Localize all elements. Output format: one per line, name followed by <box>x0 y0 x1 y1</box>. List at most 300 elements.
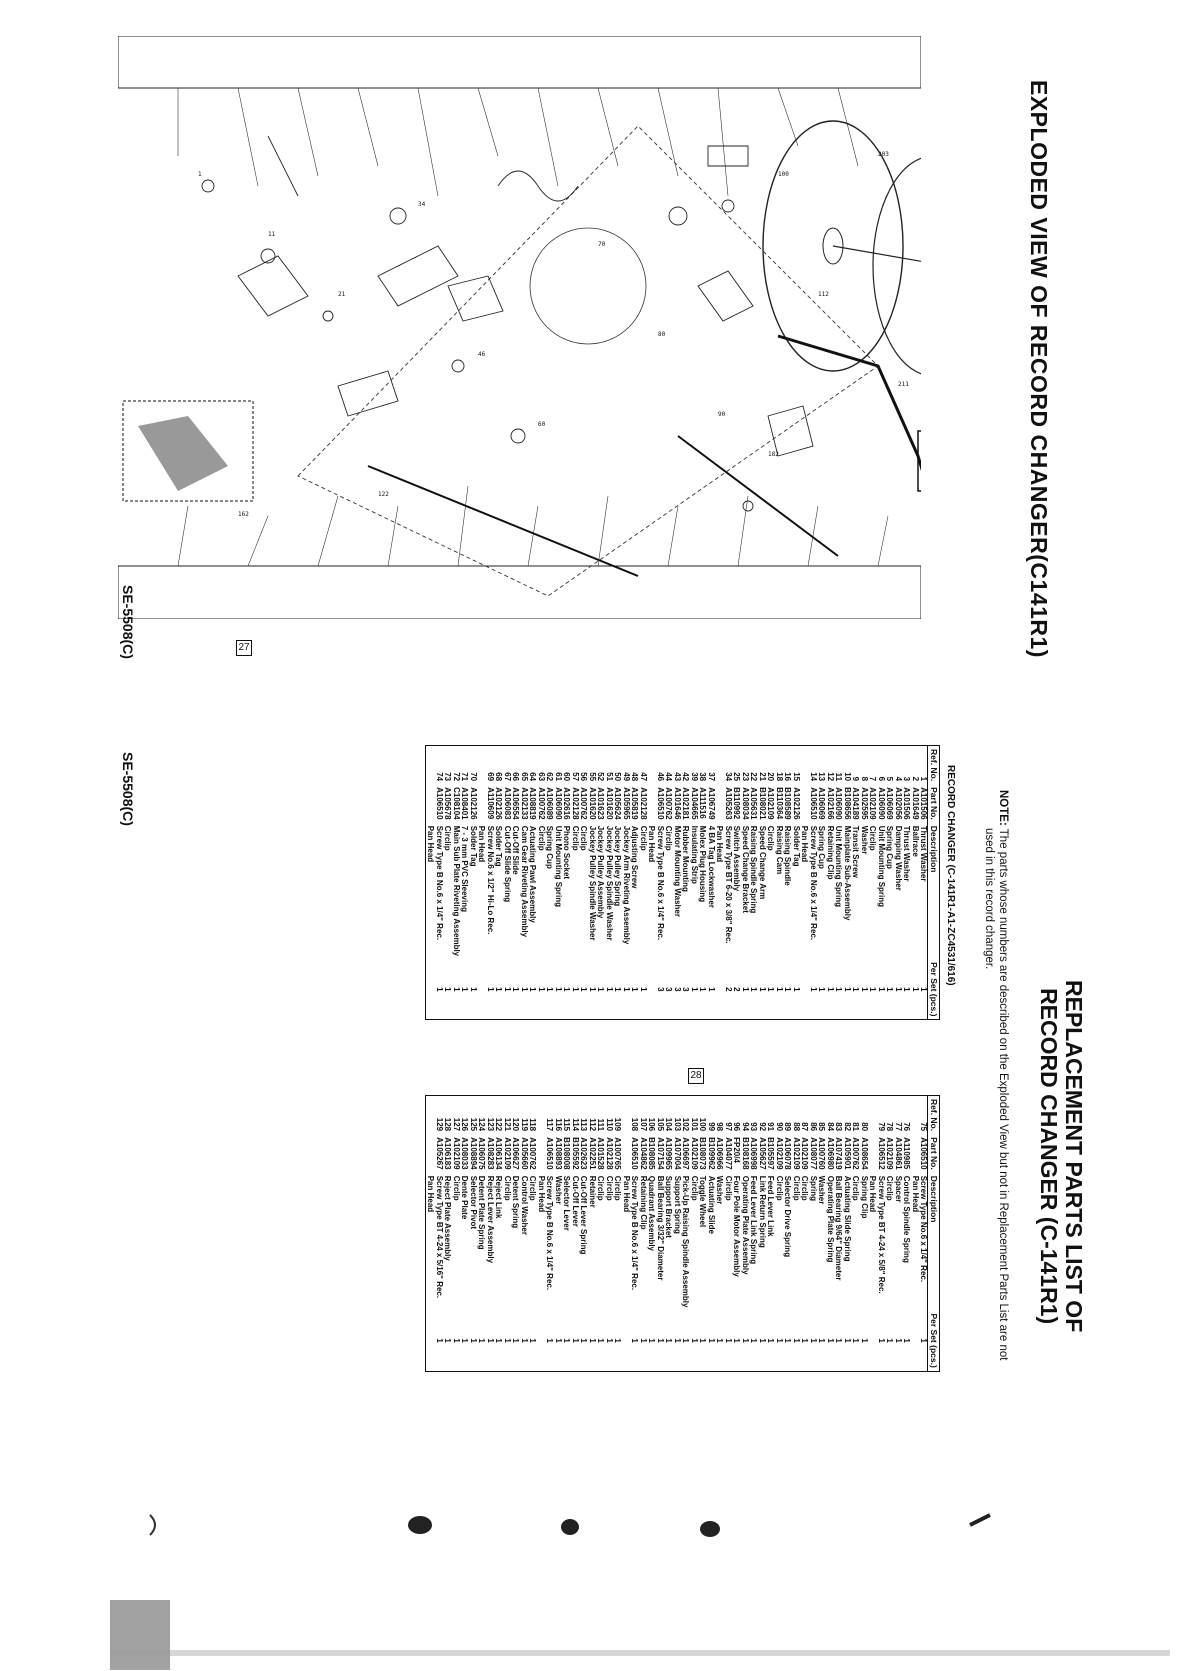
part-no-cell: A101620 <box>588 787 597 820</box>
table-row <box>443 1096 452 1371</box>
description-cell: Washer <box>554 1175 563 1205</box>
table-row <box>622 746 631 1019</box>
ref-cell: 57 <box>571 772 580 782</box>
ref-cell: 52 <box>596 772 606 782</box>
description-cell: 7 - 3 mm PVC Sleeving <box>460 825 470 912</box>
description-cell: Circlip <box>605 1175 614 1201</box>
part-no-cell: A102166 <box>826 787 835 820</box>
part-no-cell: B108085 <box>647 1137 657 1170</box>
description-cell: Mainplate Sub-Assembly <box>843 825 852 921</box>
description-cell: Cut-Off Lever Spring <box>579 1175 589 1255</box>
description-cell: Control Washer <box>520 1175 529 1235</box>
per-set-cell: 3 <box>681 987 691 992</box>
per-set-cell: 1 <box>843 1338 852 1343</box>
per-set-cell <box>426 1310 435 1370</box>
table-row <box>885 1096 894 1371</box>
description-cell: Cut-Off Lever <box>571 1175 580 1227</box>
description-cell: Cam Gear Riveting Assembly <box>520 825 529 938</box>
description-cell: Circlip <box>690 1175 699 1201</box>
table-row <box>494 746 503 1019</box>
description-cell: Ball Bearing 9/64" Diameter <box>834 1175 844 1281</box>
ref-cell: 21 <box>758 772 767 782</box>
description-cell: Pan Head <box>426 1175 436 1213</box>
per-set-cell <box>622 1310 631 1370</box>
table-row <box>579 1096 588 1371</box>
description-cell: Feed Lever Link <box>766 1175 776 1237</box>
part-no-cell: A102109 <box>800 1137 810 1170</box>
description-cell: Spring Cup <box>885 825 895 869</box>
table-row <box>647 1096 656 1371</box>
per-set-cell: 1 <box>792 987 801 992</box>
per-set-cell: 1 <box>443 1338 453 1343</box>
description-cell: Screw Type B No.6 x 1/4" Rec. <box>435 825 444 941</box>
part-no-cell: A104665 <box>690 787 699 820</box>
description-cell: Screw Type B No.6 x 1/4" Rec. <box>545 1175 555 1291</box>
part-no-cell: A104861 <box>894 1137 903 1170</box>
page-number-27: 27 <box>236 640 252 656</box>
table-row <box>732 1096 741 1371</box>
table-row <box>860 746 869 1019</box>
table-row <box>486 746 495 1019</box>
ref-cell: 88 <box>792 1122 801 1132</box>
table-row <box>707 746 716 1019</box>
ref-cell: 89 <box>783 1122 793 1132</box>
description-cell: Detent Spring <box>511 1175 521 1229</box>
col-description: Description <box>928 1173 939 1311</box>
ref-cell: 79 <box>877 1122 886 1132</box>
description-cell: Jockey Pulley Spindle Washer <box>588 825 597 941</box>
part-no-cell: A105678 <box>443 787 453 820</box>
part-no-cell: A101620 <box>605 787 614 820</box>
scan-binding-marks <box>110 1495 1170 1671</box>
table-row <box>537 1096 546 1371</box>
description-cell: Jockey Pulley Spring <box>613 825 623 907</box>
ref-cell: 47 <box>639 772 648 782</box>
parts-table-left <box>425 745 940 1020</box>
part-no-cell: A100762 <box>528 1137 538 1170</box>
ref-cell: 81 <box>851 1122 861 1132</box>
description-cell: Circlip <box>792 1175 801 1201</box>
ref-cell <box>622 1096 631 1134</box>
table-row <box>826 746 835 1019</box>
part-no-cell <box>622 1134 631 1173</box>
table-row <box>681 1096 690 1371</box>
per-set-cell: 1 <box>826 987 835 992</box>
description-cell: Circlip <box>571 825 580 851</box>
per-set-cell: 1 <box>588 1338 597 1343</box>
note-text-line1: The parts whose numbers are described on the Exploded View but not in Replacement Parts List are not <box>997 828 1009 1361</box>
description-cell: Transit Screw <box>851 825 861 878</box>
callout-1: 1 <box>198 171 202 178</box>
callout-65: 70 <box>598 241 606 248</box>
ref-cell: 14 <box>809 772 818 782</box>
table-row <box>698 746 707 1019</box>
table-row <box>843 1096 852 1371</box>
tone-arm <box>778 336 921 506</box>
ref-cell: 99 <box>707 1122 716 1132</box>
doc-code-left: SE-5508(C) <box>120 585 136 659</box>
part-no-cell: A106697 <box>681 1137 691 1170</box>
ref-cell: 73 <box>443 772 453 782</box>
callout-21: 21 <box>338 291 346 298</box>
ref-cell: 13 <box>817 772 827 782</box>
page-number-28: 28 <box>688 1068 704 1084</box>
description-cell: Raising Spindle Spring <box>749 825 759 914</box>
part-no-cell: A102109 <box>868 787 878 820</box>
ref-cell: 84 <box>826 1122 835 1132</box>
ref-cell: 60 <box>562 772 572 782</box>
table-row <box>826 1096 835 1371</box>
description-cell: Circlip <box>851 1175 861 1201</box>
part-no-cell: A106980 <box>826 1137 835 1170</box>
description-cell: Circlip <box>868 825 878 851</box>
platter-mat <box>873 156 921 376</box>
part-no-cell: A106090 <box>877 787 886 820</box>
description-cell: Washer <box>817 1175 827 1205</box>
description-cell: Pan Head <box>426 825 436 863</box>
ref-cell: 67 <box>503 772 512 782</box>
per-set-cell: 1 <box>749 1338 759 1343</box>
description-cell: Circlip <box>800 1175 810 1201</box>
table-row <box>673 1096 682 1371</box>
per-set-cell: 1 <box>894 987 903 992</box>
per-set-cell: 1 <box>613 987 623 992</box>
description-cell: Unit Mounting Spring <box>877 825 886 908</box>
table-row <box>885 746 894 1019</box>
col-ref: Ref. No. <box>928 1096 939 1134</box>
description-cell: Reject Lever Assembly <box>486 1175 495 1264</box>
callout-115: 122 <box>378 491 389 498</box>
table-row <box>554 1096 563 1371</box>
table-row <box>503 746 512 1019</box>
ref-cell: 42 <box>681 772 691 782</box>
description-cell: Circlip <box>596 1175 606 1201</box>
table-row <box>800 1096 809 1371</box>
part-no-cell: B108656 <box>843 787 852 820</box>
part-no-cell: A106069 <box>817 787 827 820</box>
part-no-cell: B108168 <box>741 1137 750 1170</box>
ref-cell <box>911 1096 920 1134</box>
per-set-cell: 1 <box>707 1338 716 1343</box>
per-set-cell: 1 <box>919 987 929 992</box>
col-part-no: Part No. <box>928 784 939 823</box>
per-set-cell: 1 <box>494 1338 504 1343</box>
ref-cell: 77 <box>894 1122 903 1132</box>
per-set-cell: 1 <box>834 1338 844 1343</box>
ref-cell: 66 <box>511 772 521 782</box>
description-cell: Four Pole Motor Assembly <box>732 1175 742 1277</box>
part-no-cell: A106510 <box>919 1137 929 1170</box>
description-cell: Detent Plate Spring <box>477 1175 487 1250</box>
per-set-cell: 1 <box>877 1338 886 1343</box>
col-description: Description <box>928 823 939 959</box>
table-row <box>673 746 682 1019</box>
per-set-cell: 1 <box>511 987 521 992</box>
ref-cell: 76 <box>902 1122 912 1132</box>
parts-list-title <box>1036 980 1086 1332</box>
part-no-cell <box>715 784 724 823</box>
table-row <box>834 1096 843 1371</box>
description-cell: Pan Head <box>800 825 810 863</box>
per-set-cell: 1 <box>749 987 759 992</box>
description-cell: Screw Type BT 4-24 x 5/8" Rec. <box>877 1175 886 1294</box>
ref-cell: 107 <box>639 1117 648 1132</box>
part-no-cell: A107419 <box>834 1137 844 1170</box>
per-set-cell: 2 <box>724 987 733 992</box>
table-row <box>520 746 529 1019</box>
part-no-cell: A100762 <box>537 787 546 820</box>
description-cell: Pan Head <box>911 1175 920 1213</box>
ref-cell: 106 <box>647 1117 657 1132</box>
table-row <box>919 1096 928 1371</box>
part-no-cell: A104189 <box>851 787 861 820</box>
description-cell: Screw Type No.6 x 1/4" Rec. <box>919 1175 929 1283</box>
description-cell: Jockey Arm Riveting Assembly <box>622 825 631 945</box>
description-cell: Molex Plug Housing <box>698 825 708 903</box>
description-cell: Selector Drive Spring <box>783 1175 793 1258</box>
part-no-cell: FP20/4 <box>732 1137 742 1163</box>
description-cell: Damping Washer <box>894 825 903 891</box>
table-row <box>452 746 461 1019</box>
part-no-cell <box>426 784 435 823</box>
table-row <box>817 1096 826 1371</box>
ref-cell: 115 <box>562 1118 572 1132</box>
part-no-cell: A105627 <box>758 1137 767 1170</box>
table-row <box>630 1096 639 1371</box>
ref-cell: 124 <box>477 1117 487 1132</box>
per-set-cell: 1 <box>766 1338 776 1343</box>
part-no-cell: A106966 <box>715 1137 725 1170</box>
table-row <box>579 746 588 1019</box>
table-row <box>741 746 750 1019</box>
per-set-cell: 1 <box>486 1338 495 1343</box>
part-no-cell: A105624 <box>613 787 623 820</box>
description-cell: Main Sub Plate Riveting Assembly <box>452 825 461 957</box>
ref-cell: 109 <box>613 1117 623 1132</box>
per-set-cell: 1 <box>783 987 793 992</box>
table-row <box>902 746 911 1019</box>
part-no-cell: B108589 <box>783 787 793 820</box>
per-set-cell: 1 <box>919 1338 929 1343</box>
description-cell: Reject Plate Assembly <box>443 1175 453 1261</box>
description-cell: Speed Change Bracket <box>741 825 750 913</box>
description-cell: Circlip <box>503 1175 512 1201</box>
per-set-cell: 1 <box>443 987 453 992</box>
table-row <box>851 746 860 1019</box>
table-row <box>775 1096 784 1371</box>
part-no-cell: A107154 <box>656 1137 665 1170</box>
ref-cell: 83 <box>834 1122 844 1132</box>
description-cell: Actuating Slide Spring <box>843 1175 852 1262</box>
part-no-cell <box>647 784 656 823</box>
table-row <box>520 1096 529 1371</box>
part-no-cell: A102056 <box>894 787 903 820</box>
part-no-cell: A100762 <box>664 787 674 820</box>
per-set-cell: 1 <box>817 1338 827 1343</box>
per-set-cell: 1 <box>851 987 861 992</box>
description-cell: Pick-Up Raising Spindle Assembly <box>681 1175 691 1308</box>
description-cell: Circlip <box>885 1175 895 1201</box>
ref-cell: 49 <box>622 772 631 782</box>
description-cell: Solder Tag <box>469 825 478 867</box>
ref-cell: 123 <box>486 1117 495 1132</box>
table-row <box>503 1096 512 1371</box>
table-row <box>460 746 469 1019</box>
part-no-cell: A106134 <box>494 1137 504 1170</box>
description-cell: Jockey Pulley Spindle Washer <box>605 825 614 941</box>
ref-cell: 82 <box>843 1122 852 1132</box>
description-cell: Screw Type B No.6 x 1/4" Rec. <box>630 1175 640 1291</box>
ref-cell: 113 <box>579 1118 589 1132</box>
part-no-cell <box>537 1134 546 1173</box>
description-cell: Screw Type BT 6-20 x 3/8" Rec. <box>724 825 733 944</box>
per-set-cell: 1 <box>826 1338 835 1343</box>
part-no-cell: A105901 <box>843 1137 852 1170</box>
description-cell: Pan Head <box>647 825 657 863</box>
table-row <box>877 746 886 1019</box>
part-no-cell: A106510 <box>809 787 818 820</box>
ref-cell: 43 <box>673 772 682 782</box>
table-row <box>724 1096 733 1371</box>
table-row <box>426 1096 435 1371</box>
table-row <box>426 746 435 1019</box>
per-set-cell: 1 <box>613 1338 623 1343</box>
ref-cell: 78 <box>885 1122 895 1132</box>
ref-cell: 18 <box>775 772 784 782</box>
description-cell: Pan Head <box>537 1175 546 1213</box>
table-row <box>647 746 656 1019</box>
description-cell: Reject Link <box>494 1175 504 1219</box>
description-cell: Cut-Off Slide <box>511 825 521 875</box>
ref-cell: 114 <box>571 1118 580 1132</box>
callout-105: 112 <box>818 291 829 298</box>
per-set-cell <box>868 1310 877 1370</box>
description-cell: Thrust Washer <box>902 825 912 882</box>
note-label: NOTE: <box>997 790 1009 826</box>
ref-cell: 91 <box>766 1122 776 1132</box>
ref-cell: 92 <box>758 1122 767 1132</box>
per-set-cell: 1 <box>885 1338 895 1343</box>
description-cell: Dente Plate <box>460 1175 470 1220</box>
description-cell: Washer <box>715 1175 725 1205</box>
part-no-cell: A105660 <box>520 1137 529 1170</box>
part-no-cell: A102109 <box>452 1137 461 1170</box>
table-row <box>605 1096 614 1371</box>
part-no-cell: A102126 <box>494 787 504 820</box>
per-set-cell: 1 <box>664 1338 674 1343</box>
part-no-cell: A102109 <box>503 1137 512 1170</box>
ref-cell: 93 <box>749 1122 759 1132</box>
per-set-cell: 1 <box>452 1338 461 1343</box>
table-row <box>758 1096 767 1371</box>
description-cell: Selector Lever <box>562 1175 572 1231</box>
table-row <box>511 1096 520 1371</box>
per-set-cell: 1 <box>460 987 470 992</box>
per-set-cell: 1 <box>579 987 589 992</box>
ref-cell: 87 <box>800 1122 810 1132</box>
per-set-cell: 3 <box>664 987 674 992</box>
table-row <box>707 1096 716 1371</box>
description-cell: Pan Head <box>477 825 487 863</box>
ref-cell: 112 <box>588 1118 597 1132</box>
description-cell: Spring Cup <box>545 825 555 869</box>
table-row <box>834 746 843 1019</box>
table-row <box>809 1096 818 1371</box>
part-no-cell: A106090 <box>834 787 844 820</box>
ref-cell: 120 <box>511 1117 521 1132</box>
per-set-cell: 1 <box>554 1338 563 1343</box>
description-cell: Pan Head <box>622 1175 631 1213</box>
ref-cell: 6 <box>877 776 886 782</box>
table-row <box>766 1096 775 1371</box>
part-no-cell: A108401 <box>460 787 470 820</box>
part-no-cell: B108073 <box>698 1137 708 1170</box>
part-no-cell: A100762 <box>579 787 589 820</box>
per-set-cell: 3 <box>673 987 682 992</box>
part-no-cell: A106510 <box>656 787 665 820</box>
per-set-cell: 1 <box>460 1338 470 1343</box>
per-set-cell: 1 <box>860 1338 869 1343</box>
per-set-cell: 1 <box>520 987 529 992</box>
table-row <box>443 746 452 1019</box>
description-cell: Support Bracket <box>664 1175 674 1238</box>
table-row <box>715 746 724 1019</box>
col-per-set: Per Set (pcs.) <box>928 1310 939 1370</box>
per-set-cell: 1 <box>894 1338 903 1343</box>
small-parts <box>202 136 813 511</box>
per-set-cell <box>715 959 724 1019</box>
table-row <box>877 1096 886 1371</box>
table-row <box>511 746 520 1019</box>
ref-cell: 50 <box>613 772 623 782</box>
description-cell: Circlip <box>579 825 589 851</box>
mainplate-outline <box>298 126 878 596</box>
per-set-cell <box>426 959 435 1019</box>
ref-cell <box>715 746 724 784</box>
ref-cell: 20 <box>766 772 776 782</box>
per-set-cell: 1 <box>911 987 920 992</box>
ref-cell: 16 <box>783 772 793 782</box>
parts-list-title-line1: REPLACEMENT PARTS LIST OF <box>1061 980 1087 1333</box>
per-set-cell: 1 <box>809 1338 818 1343</box>
description-cell: Operating Plate Spring <box>826 1175 835 1263</box>
description-cell: Raising Cam <box>775 825 784 875</box>
description-cell: Actuating Pawl Assembly <box>528 825 538 923</box>
callout-75: 80 <box>658 331 666 338</box>
table-row <box>894 1096 903 1371</box>
part-no-cell: A101506 <box>902 787 912 820</box>
table-row <box>622 1096 631 1371</box>
per-set-cell: 1 <box>690 987 699 992</box>
col-per-set: Per Set (pcs.) <box>928 959 939 1019</box>
table-row <box>528 1096 537 1371</box>
callout-55: 60 <box>538 421 546 428</box>
parts-list-title-line2: RECORD CHANGER (C-141R1) <box>1036 988 1062 1325</box>
per-set-cell: 1 <box>656 1338 665 1343</box>
per-set-cell <box>537 1310 546 1370</box>
callout-11: 11 <box>268 231 276 238</box>
table-row <box>715 1096 724 1371</box>
part-no-cell: A104862 <box>639 1137 648 1170</box>
callout-191: 203 <box>878 151 889 158</box>
description-cell: Washer <box>860 825 869 855</box>
ref-cell: 94 <box>741 1122 750 1132</box>
part-no-cell: A110985 <box>902 1137 912 1170</box>
ref-cell: 23 <box>741 772 750 782</box>
note-text-line2: used in this record changer. <box>983 828 995 970</box>
ref-cell: 10 <box>843 772 852 782</box>
ref-cell <box>426 1096 435 1134</box>
